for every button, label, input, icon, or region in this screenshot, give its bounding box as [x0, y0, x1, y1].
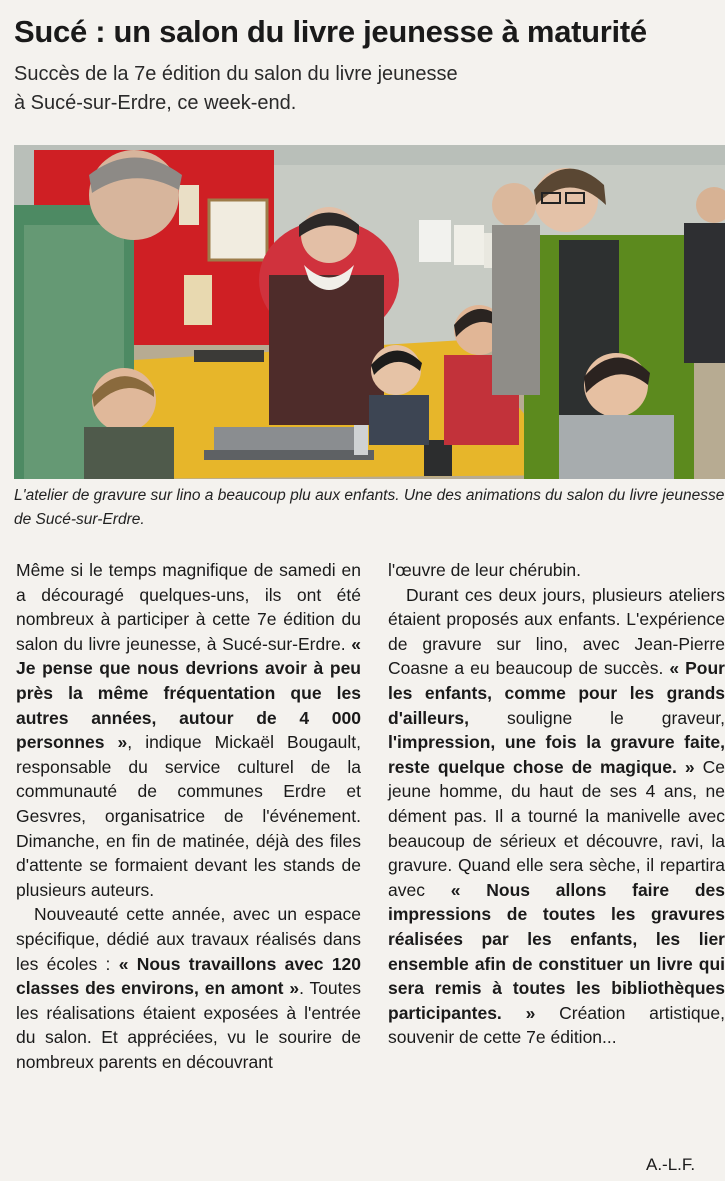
quote-bold: « Nous allons faire des impressions de toutes les gravures réalisées par les enfants, les lier ensemble afin de constituer un livre qui sera remis à toutes les bibliothèques participantes. » [388, 879, 725, 1023]
quote-bold: « Pour les enfants, comme pour les grands d'ailleurs, [388, 658, 725, 728]
quote-bold: « Nous travaillons avec 120 classes des environs, en amont » [16, 953, 362, 999]
text-run: Ce jeune homme, du haut de ses 4 ans, ne dément pas. Il a tourné la manivelle avec beaucoup de sérieux et découvre, ravi, la gravure. Quand elle sera sèche, il repartira avec [388, 756, 725, 900]
text-run: l'œuvre de leur chérubin. [388, 560, 582, 580]
text-run: , indique Mickaël Bougault, responsable du service culturel de la communauté de communes Erdre et Gesvres, organisatrice de l'événement. Dimanche, en fin de matinée, déjà des files d'attente se formaient devant les stands de plusieurs auteurs. [16, 732, 361, 900]
printmaking-workshop-photo [14, 145, 725, 479]
article-subhead [14, 60, 614, 118]
text-run: Durant ces deux jours, plusieurs ateliers étaient proposés aux enfants. L'expérience de gravure sur lino, avec Jean-Pierre Coasne a eu beaucoup de succès. [388, 584, 725, 679]
photo-caption: L'atelier de gravure sur lino a beaucoup plu aux enfants. Une des animations du salon du livre jeunesse de Sucé-sur-Erdre. [14, 487, 725, 528]
article-column-right [388, 558, 725, 1050]
paragraph [16, 558, 361, 902]
article-photo [14, 145, 725, 479]
quote-bold: l'impression, une fois la gravure faite, reste quelque chose de magique. » [388, 732, 725, 777]
quote-bold: « Je pense que nous devrions avoir à peu près la même fréquentation que les autres années, autour de 4 000 personnes » [16, 633, 361, 753]
subhead-line-2: à Sucé-sur-Erdre, ce week-end. [14, 92, 297, 114]
paragraph [388, 583, 725, 1050]
paragraph [16, 902, 361, 1074]
author-signature: A.-L.F. [646, 1155, 696, 1174]
text-run: . Toutes les réalisations étaient exposées à l'entrée du salon. Et appréciées, vu le sourire de nombreux parents en découvrant [16, 978, 362, 1072]
article-headline: Sucé : un salon du livre jeunesse à maturité [14, 14, 647, 49]
text-run: Création artistique, souvenir de cette 7e édition... [388, 1002, 725, 1048]
article-column-left [16, 558, 361, 1074]
subhead-line-1: Succès de la 7e édition du salon du livre jeunesse [14, 63, 458, 85]
text-run: Même si le temps magnifique de samedi en a découragé quelques-uns, ils ont été nombreux à participer à cette 7e édition du salon du livre jeunesse, à Sucé-sur-Erdre. [16, 560, 361, 654]
text-run: souligne le graveur, [469, 707, 725, 728]
paragraph [388, 558, 725, 583]
text-run: Nouveauté cette année, avec un espace spécifique, dédié aux travaux réalisés dans les écoles : [16, 904, 361, 974]
